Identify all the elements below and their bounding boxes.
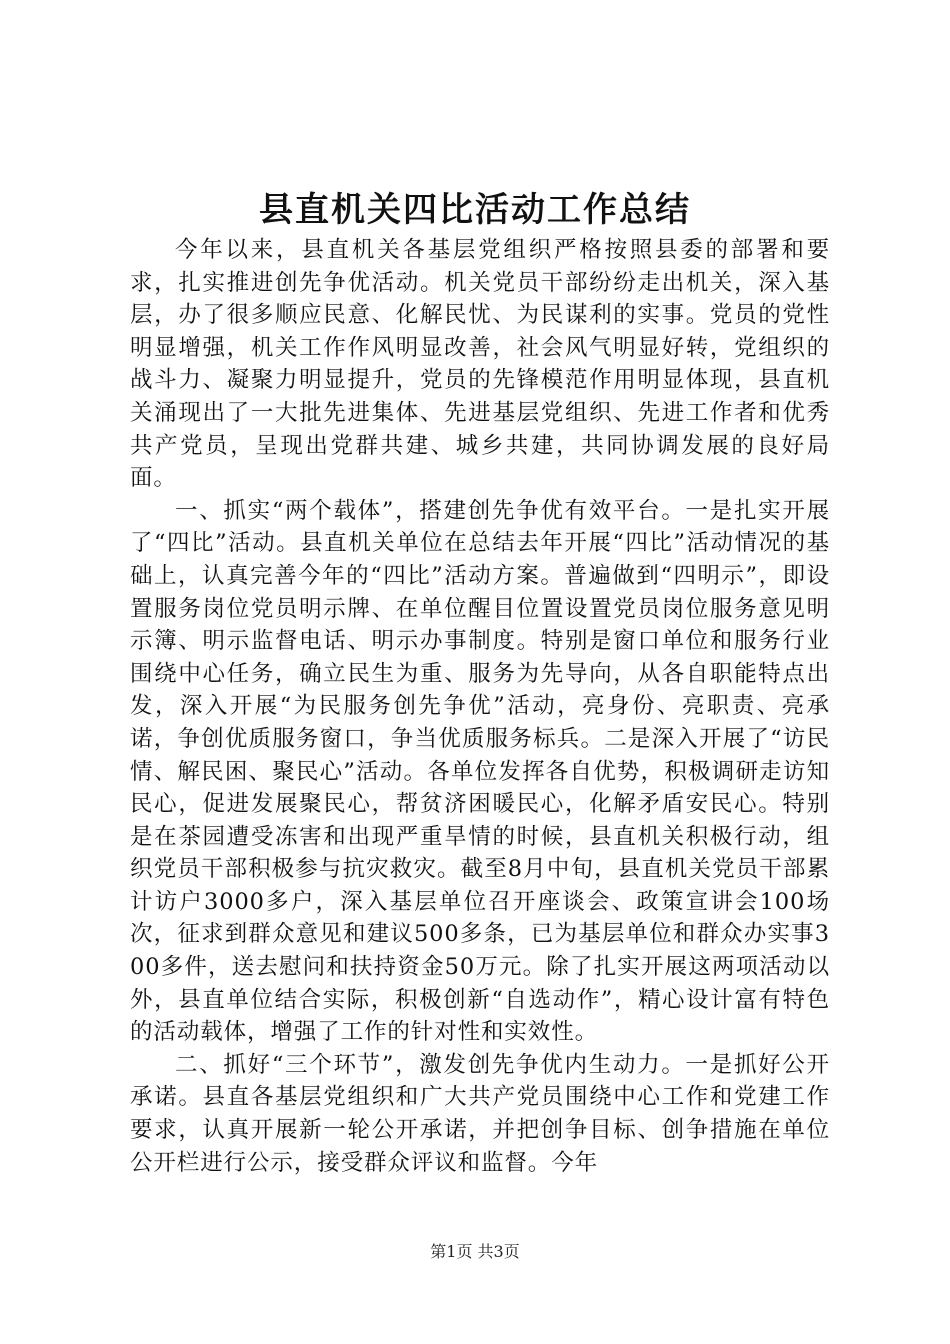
page-number-footer: 第1页 共3页 [430,1242,520,1261]
document-title: 县直机关四比活动工作总结 [259,190,691,230]
paragraph-intro: 今年以来，县直机关各基层党组织严格按照县委的部署和要求，扎实推进创先争优活动。机关党员干部纷纷走出机关，深入基层，办了很多顺应民意、化解民忧、为民谋利的实事。党员的党性明显增强，机关工作作风明显改善，社会风气明显好转，党组织的战斗力、凝聚力明显提升，党员的先锋模范作用明显体现，县直机关涌现出了一大批先进集体、先进基层党组织、先进工作者和优秀共产党员，呈现出党群共建、城乡共建，共同协调发展的良好局面。 [130,237,830,492]
paragraph-section-two: 二、抓好“三个环节”，激发创先争优内生动力。一是抓好公开承诺。县直各基层党组织和广大共产党员围绕中心工作和党建工作要求，认真开展新一轮公开承诺，并把创争目标、创争措施在单位公开栏进行公示，接受群众评议和监督。今年 [130,1051,830,1176]
paragraph-section-one: 一、抓实“两个载体”，搭建创先争优有效平台。一是扎实开展了“四比”活动。县直机关单位在总结去年开展“四比”活动情况的基础上，认真完善今年的“四比”活动方案。普遍做到“四明示”，即设置服务岗位党员明示牌、在单位醒目位置设置党员岗位服务意见明示簿、明示监督电话、明示办事制度。特别是窗口单位和服务行业围绕中心任务，确立民生为重、服务为先导向，从各自职能特点出发，深入开展“为民服务创先争优”活动，亮身份、亮职责、亮承诺，争创优质服务窗口，争当优质服务标兵。二是深入开展了“访民情、解民困、聚民心”活动。各单位发挥各自优势，积极调研走访知民心，促进发展聚民心，帮贫济困暖民心，化解矛盾安民心。特别是在茶园遭受冻害和出现严重旱情的时候，县直机关积极行动，组织党员干部积极参与抗灾救灾。截至8月中旬，县直机关党员干部累计访户3000多户，深入基层单位召开座谈会、政策宣讲会100场次，征求到群众意见和建议500多条，已为基层单位和群众办实事300多件，送去慰问和扶持资金50万元。除了扎实开展这两项活动以外，县直单位结合实际，积极创新“自选动作”，精心设计富有特色的活动载体，增强了工作的针对性和实效性。 [130,497,830,1046]
document-body [130,234,830,1179]
